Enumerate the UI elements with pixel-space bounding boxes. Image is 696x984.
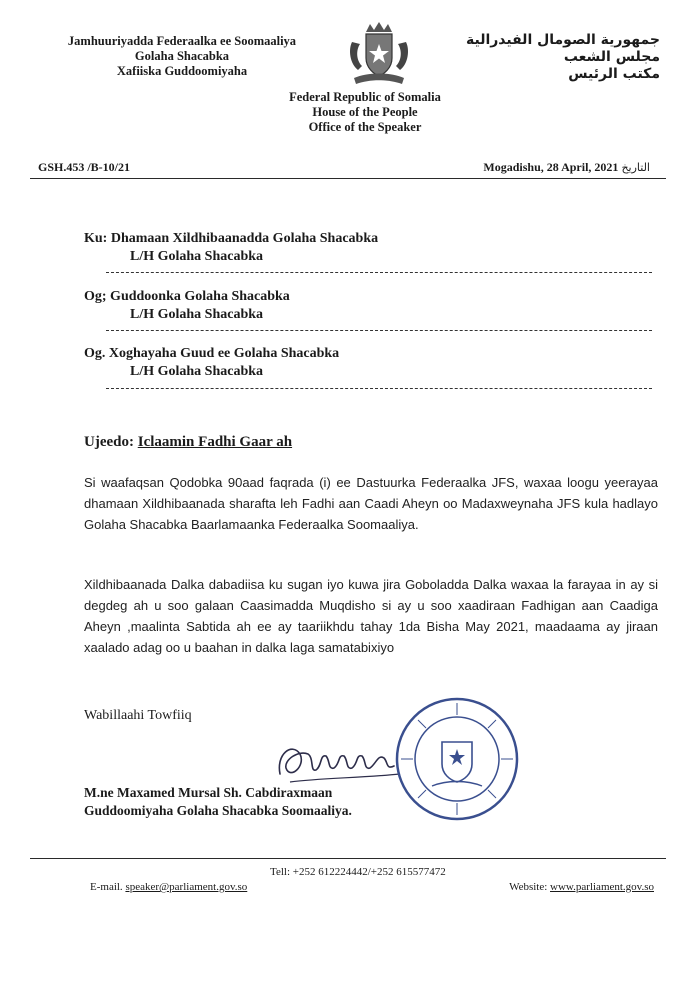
header-somali-block: [52, 34, 312, 79]
date-text: Mogadishu, 28 April, 2021: [483, 160, 619, 174]
date-arabic-label: التاريخ: [621, 161, 650, 174]
header-english-line-3: Office of the Speaker: [308, 120, 422, 134]
body-paragraph-2: Xildhibaanada Dalka dabadiisa ku sugan iyo kuwa jira Goboladda Dalka waxaa la farayaa in ay si degdeg ah u soo galaan Caasimadda Muqdisho si ay u soo xaadiraan Fadhigan aan Caadiga Aheyn ,maalinta Sabtida ah ee ay taariikhdu tahay 1da Bisha May 2021, maadaama ay jiraan xaalado adag oo u baahan in dalka laga samatabixiyo: [84, 577, 658, 655]
closing-phrase: Wabillaahi Towfiiq: [84, 708, 192, 723]
email-link[interactable]: speaker@parliament.gov.so: [125, 881, 248, 893]
website-link[interactable]: www.parliament.gov.so: [550, 881, 654, 893]
subject-title: Iclaamin Fadhi Gaar ah: [137, 434, 293, 450]
recipient-block-2: [84, 288, 290, 324]
email-label: E-mail.: [90, 881, 123, 893]
recipient-address: L/H Golaha Shacabka: [130, 364, 264, 379]
header-somali-line-2: Golaha Shacabka: [134, 49, 230, 63]
recipient-line: Og. Xoghayaha Guud ee Golaha Shacabka: [84, 346, 340, 361]
recipient-line: Og; Guddoonka Golaha Shacabka: [84, 289, 290, 304]
header-somali-line-1: Jamhuuriyadda Federaalka ee Soomaaliya: [67, 34, 297, 48]
signatory-name: M.ne Maxamed Mursal Sh. Cabdiraxmaan: [84, 785, 333, 800]
dashed-divider: [106, 388, 652, 389]
reference-number: GSH.453 /B-10/21: [38, 160, 131, 174]
official-stamp-icon: [392, 694, 522, 824]
letter-date: [483, 160, 650, 175]
header-english-block: [220, 90, 510, 135]
body-paragraph-1: Si waafaqsan Qodobka 90aad faqrada (i) ee Dastuurka Federaalka JFS, waxaa loogu yeerayaa dhamaan Xildhibaanada sharafta leh Fadhi aan Caadi Aheyn oo Madaxweynaha JFS kula hadlayo Golaha Shacabka Baarlamaanka Federaalka Soomaaliya.: [84, 475, 658, 532]
header-arabic-line-2: مجلس الشعب: [563, 49, 660, 65]
header-somali-line-3: Xafiiska Guddoomiyaha: [116, 64, 248, 78]
signatory-title: Guddoomiyaha Golaha Shacabka Soomaaliya.: [84, 803, 352, 818]
recipient-address: L/H Golaha Shacabka: [130, 249, 264, 264]
footer-email: [90, 881, 247, 893]
recipient-line: Ku: Dhamaan Xildhibaanadda Golaha Shacabka: [84, 231, 379, 246]
subject-line: [84, 434, 292, 451]
header-english-line-1: Federal Republic of Somalia: [289, 90, 441, 104]
recipient-address: L/H Golaha Shacabka: [130, 307, 264, 322]
header-arabic-line-1: جمهورية الصومال الفيدرالية: [465, 32, 660, 48]
footer-divider: [30, 858, 666, 859]
recipient-block-1: [84, 230, 378, 266]
subject-label: Ujeedo:: [84, 434, 134, 450]
header-arabic-block: [460, 32, 660, 83]
footer-telephone: Tell: +252 612224442/+252 615577472: [270, 866, 446, 878]
website-label: Website:: [509, 881, 548, 893]
footer-website: [509, 881, 654, 893]
dashed-divider: [106, 272, 652, 273]
signatory-block: [84, 784, 352, 820]
header-divider: [30, 178, 666, 179]
header-english-line-2: House of the People: [312, 105, 418, 119]
header-arabic-line-3: مكتب الرئيس: [568, 66, 660, 82]
somali-coat-of-arms-icon: [344, 20, 414, 90]
recipient-block-3: [84, 345, 339, 381]
dashed-divider: [106, 330, 652, 331]
